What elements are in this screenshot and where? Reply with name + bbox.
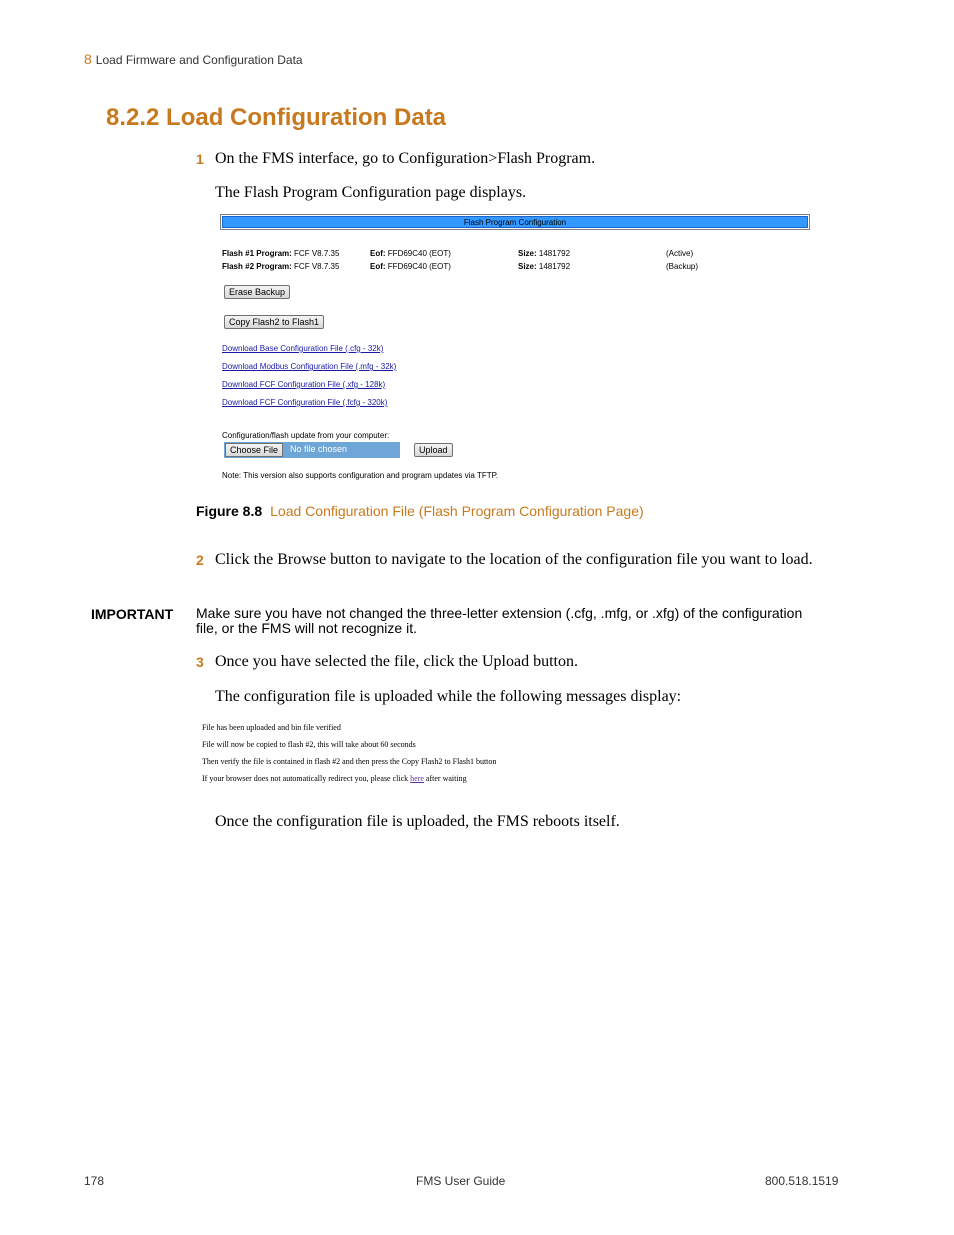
flash1-eof: Eof: FFD69C40 (EOT) — [370, 249, 451, 258]
step-1-text: On the FMS interface, go to Configuration>Flash Program. — [215, 150, 596, 167]
figure-label: Figure 8.8 — [196, 503, 263, 519]
choose-file-button[interactable]: Choose File — [225, 443, 283, 457]
step-1-number: 1 — [196, 151, 204, 167]
running-header — [84, 51, 303, 67]
upload-message-2: File will now be copied to flash #2, this will take about 60 seconds — [202, 740, 416, 749]
figure-caption — [196, 503, 644, 521]
chapter-number: 8 — [84, 51, 92, 67]
flash-page-titlebar — [220, 214, 810, 230]
figure-caption-text: Load Configuration File (Flash Program Configuration Page) — [270, 503, 644, 519]
closing-text: Once the configuration file is uploaded, the FMS reboots itself. — [215, 813, 620, 830]
footer-page-number: 178 — [84, 1174, 105, 1188]
no-file-chosen-text: No file chosen — [290, 444, 348, 454]
flash1-status: (Active) — [666, 249, 694, 258]
footer-phone: 800.518.1519 — [765, 1174, 839, 1188]
update-label: Configuration/flash update from your computer: — [222, 431, 390, 440]
flash1-program: Flash #1 Program: FCF V8.7.35 — [222, 249, 340, 258]
flash2-status: (Backup) — [666, 262, 699, 271]
download-fcf-fcfg-link[interactable]: Download FCF Configuration File (.fcfg - 320k) — [222, 398, 388, 407]
upload-message-4: If your browser does not automatically redirect you, please click here after waiting — [202, 774, 467, 783]
flash2-program: Flash #2 Program: FCF V8.7.35 — [222, 262, 340, 271]
download-fcf-xfg-link[interactable]: Download FCF Configuration File (.xfg - 128k) — [222, 380, 386, 389]
upload-button[interactable]: Upload — [414, 443, 453, 457]
flash2-size: Size: 1481792 — [518, 262, 571, 271]
upload-message-3: Then verify the file is contained in flash #2 and then press the Copy Flash2 to Flash1 button — [202, 757, 497, 766]
flash2-eof: Eof: FFD69C40 (EOT) — [370, 262, 451, 271]
flash-page-title: Flash Program Configuration — [222, 216, 808, 228]
step-3-number: 3 — [196, 654, 204, 670]
tftp-note: Note: This version also supports configuration and program updates via TFTP. — [222, 471, 499, 480]
upload-message-1: File has been uploaded and bin file verified — [202, 723, 341, 732]
copy-flash2-to-flash1-button[interactable]: Copy Flash2 to Flash1 — [224, 315, 324, 329]
step-2-text: Click the Browse button to navigate to the location of the configuration file you want to load. — [215, 551, 813, 568]
erase-backup-button[interactable]: Erase Backup — [224, 285, 290, 299]
step-2-number: 2 — [196, 552, 204, 568]
step-1-followup: The Flash Program Configuration page displays. — [215, 184, 527, 201]
flash-program-config-screenshot — [220, 214, 814, 486]
important-text: Make sure you have not changed the three-letter extension (.cfg, .mfg, or .xfg) of the configuration file, or the FMS will not recognize it. — [196, 605, 803, 636]
step-3-text: Once you have selected the file, click the Upload button. — [215, 653, 578, 670]
chapter-title: Load Firmware and Configuration Data — [95, 53, 303, 67]
redirect-here-link[interactable]: here — [410, 774, 424, 783]
footer-doc-title: FMS User Guide — [416, 1174, 506, 1188]
flash1-size: Size: 1481792 — [518, 249, 571, 258]
step-3-followup: The configuration file is uploaded while the following messages display: — [215, 688, 682, 705]
file-chooser[interactable] — [224, 442, 400, 458]
section-title: 8.2.2 Load Configuration Data — [106, 104, 447, 131]
download-base-config-link[interactable]: Download Base Configuration File (.cfg - 32k) — [222, 344, 384, 353]
important-label: IMPORTANT — [91, 606, 174, 622]
download-modbus-config-link[interactable]: Download Modbus Configuration File (.mfg - 32k) — [222, 362, 397, 371]
